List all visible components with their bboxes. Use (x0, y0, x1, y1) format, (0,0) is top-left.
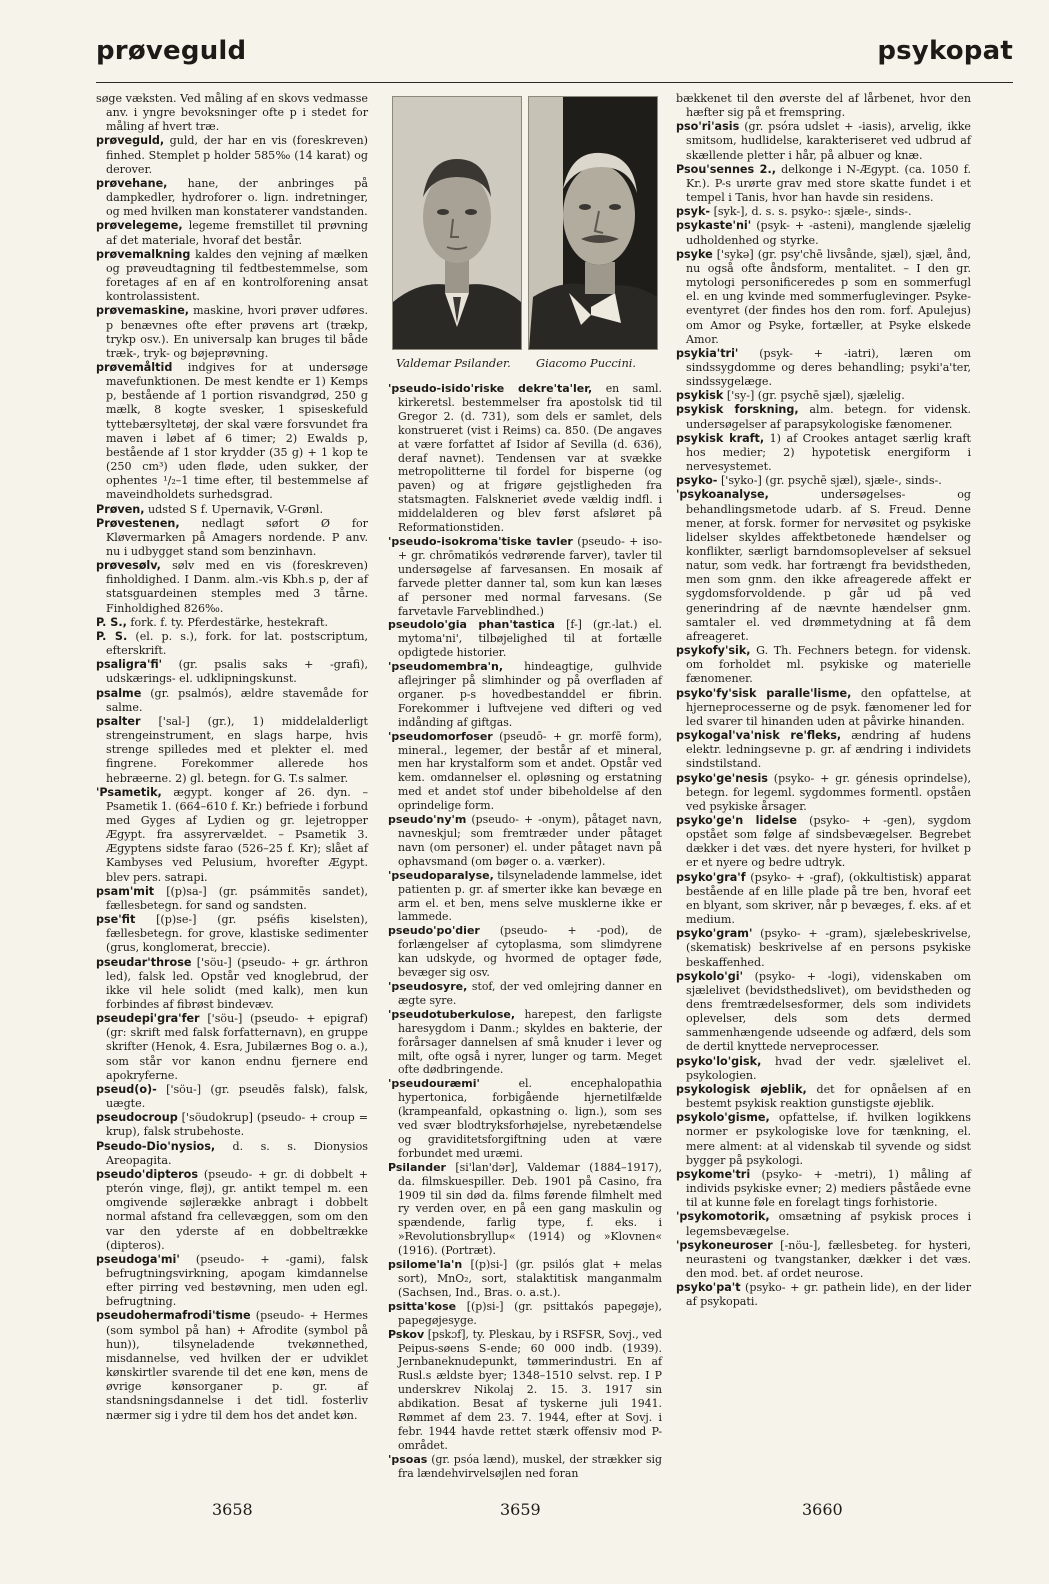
dictionary-entry (388, 730, 662, 813)
entry-headword: pseudolo'gia phan'tastica (388, 618, 555, 632)
entry-headword: psyke (676, 247, 713, 261)
entry-headword: Pseudo-Dio'nysios, (96, 1139, 216, 1153)
entry-definition: harepest, den farligste haresygdom i Danm.; skyldes en bakterie, der forårsager dannelsen af små knuder i lever og milt, ofte også i nyrer, lunger og tarm. Meget ofte dødbringende. (398, 1007, 662, 1077)
entry-headword: psalme (96, 686, 142, 700)
entry-definition: (el. p. s.), fork. for lat. postscriptum, efterskrift. (106, 629, 368, 658)
dictionary-entry (96, 1140, 368, 1168)
dictionary-entry (96, 304, 368, 361)
entry-headword: psykolo'gisme, (676, 1111, 770, 1125)
entry-definition: alm. betegn. for vidensk. undersøgelser af parapsykologiske fænomener. (686, 403, 972, 431)
dictionary-entry (96, 885, 368, 913)
entry-definition: guld, der har en vis (foreskreven) finhed. Stemplet p holder 585‰ (14 karat) og derover. (106, 134, 368, 176)
entry-definition: (pseudo- + Hermes (som symbol på han) + Afrodite (symbol på hun)), tilsyneladende tvekønnethed, misdannelse, ved hvilken der er udviklet kønskirtler svarende til det ene køn, mens de øvrige kønsorganer p. gr. af standsningsdannelse i det tidl. fosterliv nærmer sig i ydre til dem hos det andet køn. (106, 1309, 368, 1422)
entry-definition: (psyko- + -gen), sygdom opstået som følge af sindsbevægelser. Begrebet dækker i det væs. det nyere hysteri, for hvilket p er et nyere og bedre udtryk. (686, 813, 972, 870)
dictionary-entry (96, 786, 368, 885)
entry-definition: (pseudo- + -gami), falsk befrugtningsvirkning, apogam kimdannelse efter pirring ved bestøvning, men uden egl. befrugtning. (106, 1252, 368, 1309)
entry-definition: ['söudokrup] (pseudo- + croup = krup), falsk strubehoste. (106, 1111, 368, 1139)
dictionary-entry (388, 660, 662, 730)
entry-definition: den opfattelse, at hjerneprocesserne og de psyk. fænomener led for led svarer til hinanden uden at påvirke hinanden. (686, 686, 972, 728)
entry-headword: psykisk forskning, (676, 403, 799, 417)
entry-headword: 'psykoanalyse, (676, 488, 769, 502)
dictionary-entry (676, 927, 971, 969)
portrait-puccini-image (529, 97, 657, 349)
text-column-left (96, 92, 368, 1423)
dictionary-entry (676, 1055, 971, 1083)
entry-headword: prøvesølv, (96, 559, 161, 573)
dictionary-entry (388, 869, 662, 925)
entry-definition: (psyko- + -logi), videnskaben om sjælelivet (bevidsthedslivet), om bevidstheden og dens fremtrædelsesformer, dels som individets oplevelser, dels som dets dermed sammenhængende udseende og adfærd, dels som de dertil knyttede nerveprocesser. (686, 969, 971, 1054)
entry-headword: psyko'gram' (676, 927, 753, 941)
running-header (96, 34, 1013, 83)
entry-definition: ['söu-] (pseudo- + gr. árthron led), falsk led. Opstår ved knoglebrud, der ikke vil hele solidt (med kalk), men kun forbindes af fibrøst bindevæv. (106, 955, 368, 1011)
entry-headword: prøvelegeme, (96, 219, 183, 233)
entry-headword: psykogal'va'nisk re'fleks, (676, 729, 842, 743)
dictionary-entry (676, 347, 971, 389)
entry-headword: 'pseudo-isokroma'tiske tavler (388, 534, 573, 548)
entry-definition: søge væksten. Ved måling af en skovs vedmasse anv. i yngre bevoksninger ofte p i stedet for måling af hvert træ. (96, 92, 368, 134)
entry-definition: opfattelse, if. hvilken logikkens normer er psykologiske love for tænkning, el. mere alment: at al videnskab til syvende og sidst bygger på psykologi. (686, 1111, 971, 1167)
entry-definition: (gr. psóa lænd), muskel, der strækker sig fra lændehvirvelsøjlen ned foran (398, 1452, 662, 1480)
caption-puccini: Giacomo Puccini. (536, 356, 637, 370)
portrait-puccini (528, 96, 658, 350)
entry-definition: (pseudo- + iso- + gr. chrōmatikós vedrørende farver), tavler til undersøgelse af farvesansen. En mosaik af farvede pletter danner tal, som kun kan læses af personer med normal farvesans. (Se farvetavle Farveblindhed.) (398, 534, 663, 618)
entry-definition: kaldes den vejning af mælken og prøveudtagning til fedtbestemmelse, som foretages af en af en kontrolforening ansat kontrolassistent. (106, 247, 368, 304)
entry-headword: Prøvestenen, (96, 516, 180, 530)
entry-headword: 'psoas (388, 1452, 428, 1466)
entry-headword: psitta'kose (388, 1299, 457, 1313)
dictionary-entry (388, 1300, 662, 1328)
caption-psilander: Valdemar Psilander. (396, 356, 511, 370)
entry-headword: pse'fit (96, 913, 136, 927)
dictionary-entry (676, 92, 971, 120)
entry-headword: pseudocroup (96, 1111, 178, 1125)
entry-definition: (gr. psalmós), ældre stavemåde for salme. (106, 686, 368, 714)
entry-definition: ['sy-] (gr. psychē sjæl), sjælelig. (723, 389, 905, 403)
dictionary-entry (388, 382, 662, 535)
dictionary-entry (676, 814, 971, 871)
entry-headword: pso'ri'asis (676, 120, 740, 134)
entry-definition: (pseudo- + gr. di dobbelt + pterón vinge, fløj), gr. antikt tempel m. een omgivende søjlerække anbragt i dobbelt normal afstand fra cellevæggen, som om den var den yderste af en dobbeltrække (dipteros). (106, 1167, 368, 1252)
entry-headword: psalter (96, 714, 141, 728)
entry-definition: [(p)si-] (gr. psilós glat + melas sort), MnO₂, sort, stalaktitisk manganmalm (Sachsen, Ind., Bras. o. a.st.). (398, 1258, 662, 1299)
entry-headword: pseudo'ny'm (388, 813, 467, 827)
entry-definition: (gr. psalis saks + -grafi), udskærings- el. udklipningskunst. (106, 658, 368, 686)
entry-definition: nedlagt søfort Ø for Kløvermarken på Amagers nordende. P anv. nu i udbygget stand som benzinhavn. (106, 516, 368, 558)
entry-headword: 'pseudo-isido'riske dekre'ta'ler, (388, 382, 593, 395)
entry-definition: ['sykə] (gr. psy'chē livsånde, sjæl), sjæl, ånd, nu også ofte åndsform, mentalitet. – I den gr. mytologi personificeredes p som en sommerfugl el. en ung kvinde med sommerfuglevinger. Psyke-eventyret (der findes hos den rom. forf. Apulejus) om Amor og Psyke, fortæller, at Psyke elskede Amor. (686, 247, 971, 346)
dictionary-entry (96, 1111, 368, 1139)
dictionary-entry (96, 219, 368, 247)
dictionary-entry (388, 1328, 662, 1453)
entry-definition: sølv med en vis (foreskreven) finholdighed. I Danm. alm.-vis Kbh.s p, der af statsguardeinen stemples med 3 tårne. Finholdighed 826‰. (106, 559, 368, 615)
entry-headword: psykolo'gi' (676, 969, 743, 983)
entry-definition: [syk-], d. s. s. psyko-: sjæle-, sinds-. (710, 205, 912, 219)
entry-definition: (pseudō- + gr. morfē form), mineral., legemer, der består af et mineral, men har krystalform som et andet. Opstår ved kem. omdannelser el. opløsning og erstatning med et andet stof under bibeholdelse af den oprindelige form. (398, 729, 662, 813)
entry-definition: (psyk- + -asteni), manglende sjælelig udholdenhed og styrke. (686, 219, 971, 247)
entry-definition: d. s. s. Dionysios Areopagita. (106, 1139, 368, 1167)
dictionary-entry (676, 474, 971, 488)
entry-definition: hindeagtige, gulhvide aflejringer på slimhinder og på overfladen af organer. p-s hovedbestanddel er fibrin. Forekommer i luftvejene ved difteri og ved indånding af giftgas. (398, 660, 662, 729)
dictionary-entry (676, 1168, 971, 1210)
entry-definition: [(p)sa-] (gr. psámmitēs sandet), fællesbetegn. for sand og sandsten. (106, 884, 368, 912)
dictionary-entry (388, 535, 662, 618)
dictionary-entry (676, 1281, 971, 1309)
entry-headword: 'pseudomembra'n, (388, 660, 503, 674)
entry-headword: pseudohermafrodi'tisme (96, 1309, 251, 1323)
dictionary-entry (388, 813, 662, 869)
entry-headword: psykia'tri' (676, 346, 739, 360)
dictionary-entry (676, 644, 971, 686)
entry-definition: ['syko-] (gr. psychē sjæl), sjæle-, sinds-. (717, 474, 942, 488)
entry-definition: (pseudo- + -pod), de forlængelser af cytoplasma, som slimdyrene kan udskyde, og hvormed de optager føde, bevæger sig osv. (398, 924, 662, 980)
dictionary-entry (676, 687, 971, 729)
portrait-photos (392, 96, 660, 354)
entry-definition: (psyko- + gr. génesis oprindelse), betegn. for legeml. sygdommes formentl. opståen ved psykiske årsager. (686, 771, 971, 813)
entry-headword: pseud(o)- (96, 1082, 157, 1096)
dictionary-entry (676, 389, 971, 403)
entry-headword: psyk- (676, 205, 711, 219)
entry-definition: undersøgelses- og behandlingsmetode udarb. af S. Freud. Denne mener, at forsk. former for nervøsitet og psykiske lidelser skyldes affektbetonede hændelser og konflikter, særligt barndomsoplevelser af seksuel natur, som vedk. har fortrængt fra bevidstheden, men som gnm. den ikke afreagerede affekt er sygdomsforvoldende. p går ud på ved generindring af de nævnte hændelser gnm. samtaler el. ved drømmetydning at få dem afreageret. (686, 488, 971, 643)
entry-headword: P. S. (96, 629, 128, 643)
entry-headword: Pskov (388, 1327, 425, 1341)
entry-headword: psykisk kraft, (676, 431, 765, 445)
dictionary-entry (676, 120, 971, 162)
entry-definition: [f-] (gr.-lat.) el. mytoma'ni', tilbøjelighed til at fortælle opdigtede historier. (398, 618, 663, 660)
entry-headword: Psilander (388, 1160, 446, 1174)
entry-headword: pseudoga'mi' (96, 1252, 180, 1266)
entry-headword: 'psykoneuroser (676, 1238, 773, 1252)
entry-headword: pseudo'po'dier (388, 924, 480, 938)
entry-headword: 'pseudotuberkulose, (388, 1007, 516, 1021)
entry-headword: 'pseudoparalyse, (388, 868, 494, 882)
entry-definition: [pskɔf], ty. Pleskau, by i RSFSR, Sovj., ved Peipus-søens S-ende; 60 000 indb. (1939). Jernbaneknudepunkt, tømmerindustri. En af Rusl.s ældste byer; 1348–1510 selvst. rep. I P underskrev Nikolaj 2. 15. 3. 1917 sin abdikation. Besat af tyskerne juli 1941. Rømmet af dem 23. 7. 1944, efter at Sovj. i febr. 1944 havde rettet stærk offensiv mod P-området. (398, 1327, 662, 1452)
entry-headword: 'pseudouræmi' (388, 1077, 480, 1091)
entry-headword: psykologisk øjeblik, (676, 1082, 807, 1096)
dictionary-entry (96, 92, 368, 134)
text-column-right (676, 92, 971, 1309)
entry-headword: psyko'fy'sisk paralle'lisme, (676, 686, 852, 700)
dictionary-entry (96, 559, 368, 616)
entry-headword: 'Psametik, (96, 785, 162, 799)
dictionary-entry (96, 1309, 368, 1422)
portrait-psilander-image (393, 97, 521, 349)
dictionary-entry (96, 503, 368, 517)
entry-definition: [(p)se-] (gr. pséfis kiselsten), fællesbetegn. for grove, klastiske sedimenter (grus, konglomerat, breccie). (106, 913, 368, 955)
dictionary-entry (96, 248, 368, 305)
entry-headword: psyko'pa't (676, 1281, 741, 1295)
dictionary-entry (388, 980, 662, 1008)
entry-headword: prøvemalkning (96, 247, 191, 261)
entry-headword: prøveguld, (96, 134, 165, 148)
entry-definition: (psyk- + -iatri), læren om sindssygdomme og deres behandling; psyki'a'ter, sindssygelæge. (686, 346, 971, 389)
page-number-middle: 3659 (500, 1500, 541, 1519)
entry-definition: hane, der anbringes på dampkedler, hydroforer o. lign. indretninger, og med hvilken man konstaterer vandstanden. (106, 176, 368, 219)
entry-headword: prøvemaskine, (96, 304, 190, 318)
entry-definition: stof, der ved omlejring danner en ægte syre. (398, 979, 662, 1007)
dictionary-entry (676, 1210, 971, 1238)
text-column-middle (388, 382, 662, 1481)
entry-definition: tilsyneladende lammelse, idet patienten p. gr. af smerter ikke kan bevæge en arm el. et ben, mens selve musklerne ikke er lammede. (398, 868, 662, 924)
entry-headword: 'pseudomorfoser (388, 729, 493, 743)
dictionary-entry (96, 1012, 368, 1083)
entry-definition: legeme fremstillet til prøvning af det materiale, hvoraf det består. (106, 219, 368, 247)
entry-definition: maskine, hvori prøver udføres. p benævnes ofte efter prøvens art (trækp, trykp osv.). En universalp kan bruges til både træk-, tryk- og bøjeprøvning. (106, 304, 368, 360)
dictionary-entry (96, 956, 368, 1013)
entry-definition: el. encephalopathia hypertonica, forbigående hjernetilfælde (krampeanfald, opkastning o. lign.), som ses ved svær blodtryksforhøjelse, nyrebetændelse og graviditetsforgiftning uden at være forbundet med uræmi. (398, 1077, 662, 1160)
dictionary-entry (96, 177, 368, 219)
entry-definition: det for opnåelsen af en bestemt psykisk reaktion gunstigste øjeblik. (686, 1082, 971, 1111)
entry-definition: (psyko- + -graf), (okkultistisk) apparat bestående af en lille plade på tre ben, hvoraf eet en blyant, som skriver, når p bevæges, f. eks. af et medium. (686, 870, 971, 927)
page-number-left: 3658 (212, 1500, 253, 1519)
entry-headword: psyko'lo'gisk, (676, 1054, 762, 1068)
entry-headword: psykisk (676, 389, 724, 403)
dictionary-entry (388, 618, 662, 660)
entry-definition: ['söu-] (gr. pseudēs falsk), falsk, uægte. (106, 1082, 368, 1111)
dictionary-entry (676, 1239, 971, 1281)
dictionary-entry (96, 630, 368, 658)
dictionary-entry (96, 616, 368, 630)
entry-definition: [-nöu-], fællesbeteg. for hysteri, neurasteni og tvangstanker, dækker i det væs. den mod. bet. af ordet neurose. (686, 1238, 971, 1280)
dictionary-entry (676, 970, 971, 1055)
dictionary-entry (96, 1253, 368, 1310)
entry-definition: bækkenet til den øverste del af lårbenet, hvor den hæfter sig på et fremspring. (676, 92, 971, 120)
entry-headword: psykome'tri (676, 1167, 751, 1181)
entry-headword: Psou'sennes 2., (676, 162, 776, 176)
dictionary-entry (96, 687, 368, 715)
dictionary-entry (676, 871, 971, 928)
dictionary-entry (388, 1258, 662, 1300)
dictionary-entry (96, 134, 368, 176)
dictionary-entry (388, 1077, 662, 1160)
entry-definition: udsted S f. Upernavik, V-Grønl. (144, 502, 323, 516)
dictionary-entry (388, 1161, 662, 1258)
entry-headword: 'pseudosyre, (388, 979, 468, 993)
entry-definition: ægypt. konger af 26. dyn. – Psametik 1. (664–610 f. Kr.) befriede i forbund med Gyges af Lydien og gr. lejetropper Ægypt. fra assyrervældet. – Psametik 3. Ægyptens sidste farao (526–25 f. Kr); slået af Kambyses ved Pelusium, hvorefter Ægypt. blev pers. satrapi. (106, 785, 368, 884)
dictionary-entry (676, 1111, 971, 1168)
dictionary-entry (388, 924, 662, 980)
dictionary-entry (96, 913, 368, 955)
dictionary-entry (676, 772, 971, 814)
dictionary-entry (96, 658, 368, 686)
dictionary-entry (676, 432, 971, 474)
entry-definition: (gr. psóra udslet + -iasis), arvelig, ikke smitsom, hudlidelse, karakteriseret ved udbrud af skællende pletter i hår, på albuer og knæ. (686, 120, 971, 162)
dictionary-entry (96, 1083, 368, 1111)
dictionary-entry (96, 1168, 368, 1253)
dictionary-entry (676, 729, 971, 771)
entry-headword: psaligra'fi' (96, 658, 163, 672)
entry-headword: psyko- (676, 474, 718, 488)
dictionary-entry (96, 715, 368, 786)
header-left-guideword: prøveguld (96, 36, 247, 66)
entry-definition: (psyko- + -metri), 1) måling af individs psykiske evner; 2) mediers påståede evne til at kunne føle en forelagt tings forhistorie. (686, 1167, 971, 1210)
entry-definition: (pseudo- + -onym), påtaget navn, navneskjul; som fremtræder under påtaget navn (om personer) el. under påtaget navn på ophavsmand (om bøger o. a. værker). (398, 813, 662, 868)
entry-headword: 'psykomotorik, (676, 1210, 770, 1224)
page-number-right: 3660 (802, 1500, 843, 1519)
dictionary-entry (676, 219, 971, 247)
entry-headword: pseudepi'gra'fer (96, 1012, 200, 1026)
entry-definition: G. Th. Fechners betegn. for vidensk. om forholdet ml. psykiske og materielle fænomener. (686, 644, 971, 686)
entry-headword: psilome'la'n (388, 1258, 463, 1272)
entry-definition: ['sal-] (gr.), 1) middelalderligt strengeinstrument, en slags harpe, hvis strenge spilledes med et plekter el. med fingrene. Forekommer allerede hos hebræerne. 2) gl. betegn. for G. T.s salmer. (106, 714, 368, 785)
entry-headword: Prøven, (96, 502, 145, 516)
dictionary-entry (676, 248, 971, 347)
entry-headword: psam'mit (96, 884, 155, 898)
entry-definition: [si'lan'dər], Valdemar (1884–1917), da. filmskuespiller. Deb. 1901 på Casino, fra 1909 til sin død da. films førende filmhelt med ry verden over, en på een gang maskulin og spændende, farlig type, f. eks. i »Revolutionsbryllup« (1914) og »Klovnen« (1916). (Portræt). (398, 1160, 662, 1258)
entry-definition: fork. f. ty. Pferdestärke, hestekraft. (126, 615, 328, 629)
entry-headword: pseudo'dipteros (96, 1167, 198, 1181)
entry-definition: 1) af Crookes antaget særlig kraft hos medier; 2) hypotetisk energiform i nervesystemet. (686, 431, 971, 474)
entry-headword: psyko'ge'nesis (676, 771, 768, 785)
dictionary-entry (96, 517, 368, 559)
entry-definition: ['söu-] (pseudo- + epigraf) (gr: skrift med falsk forfatternavn), en gruppe skrifter (Henok, 4. Esra, Jubilærnes Bog o. a.), som står vor kanon endnu fjernere end apokryferne. (106, 1012, 368, 1082)
entry-headword: P. S., (96, 615, 127, 629)
entry-headword: psykaste'ni' (676, 219, 752, 233)
dictionary-entry (96, 361, 368, 503)
dictionary-entry (676, 403, 971, 431)
dictionary-entry (676, 163, 971, 205)
entry-headword: prøvehane, (96, 176, 168, 190)
entry-definition: ændring af hudens elektr. ledningsevne p. gr. af ændring i individets sindstilstand. (686, 729, 972, 771)
dictionary-entry (676, 1083, 971, 1111)
entry-definition: (psyko- + gr. pathein lide), en der lider af psykopati. (686, 1281, 971, 1309)
entry-definition: [(p)si-] (gr. psittakós papegøje), papegøjesyge. (398, 1299, 662, 1327)
entry-definition: omsætning af psykisk proces i legemsbevægelse. (686, 1210, 971, 1238)
entry-headword: psykofy'sik, (676, 644, 751, 658)
entry-definition: en saml. kirkeretsl. bestemmelser fra apostolsk tid til Gregor 2. (d. 731), som dels er samlet, dels konstrueret (vist i Reims) ca. 850. (De angaves at være forfattet af Isidor af Sevilla (d. 636), deraf navnet). Tendensen var at svække metropolitterne til fordel for bisperne (og paven) og at frigøre gejstligheden fra statsmagten. Falskneriet øvede vældig indfl. i middelalderen og blev først afsløret på Reformationstiden. (398, 382, 662, 535)
dictionary-entry (676, 205, 971, 219)
entry-headword: psyko'gra'f (676, 870, 746, 884)
entry-headword: pseudar'throse (96, 955, 192, 969)
header-right-guideword: psykopat (877, 36, 1013, 66)
entry-headword: prøvemåltid (96, 360, 173, 374)
entry-definition: (psyko- + -gram), sjælebeskrivelse, (skematisk) beskrivelse af en persons psykiske beskaffenhed. (686, 927, 971, 969)
entry-definition: hvad der vedr. sjælelivet el. psykologien. (686, 1054, 971, 1082)
portrait-psilander (392, 96, 522, 350)
dictionary-entry (388, 1453, 662, 1481)
dictionary-entry (676, 488, 971, 644)
dictionary-entry (388, 1008, 662, 1078)
entry-headword: psyko'ge'n lidelse (676, 813, 798, 827)
entry-definition: indgives for at undersøge mavefunktionen. De mest kendte er 1) Kemps p, bestående af 1 portion risvandgrød, 250 g mælk, 8 kogte svesker, 1 spiseskefuld tyttebærsyltetøj, der skal være forsvundet fra maven i løbet af 6 timer; 2) Ewalds p, bestående af 1 stor krydder (35 g) + 1 kop te (250 cm³) uden fløde, uden sukker, der ophentes ¹/₂–1 time efter, til bestemmelse af maveindholdets surhedsgrad. (106, 360, 368, 502)
entry-definition: delkonge i N-Ægypt. (ca. 1050 f. Kr.). P-s urørte grav med store skatte fundet i et tempel i Tanis, hvor han havde sin residens. (686, 162, 971, 205)
